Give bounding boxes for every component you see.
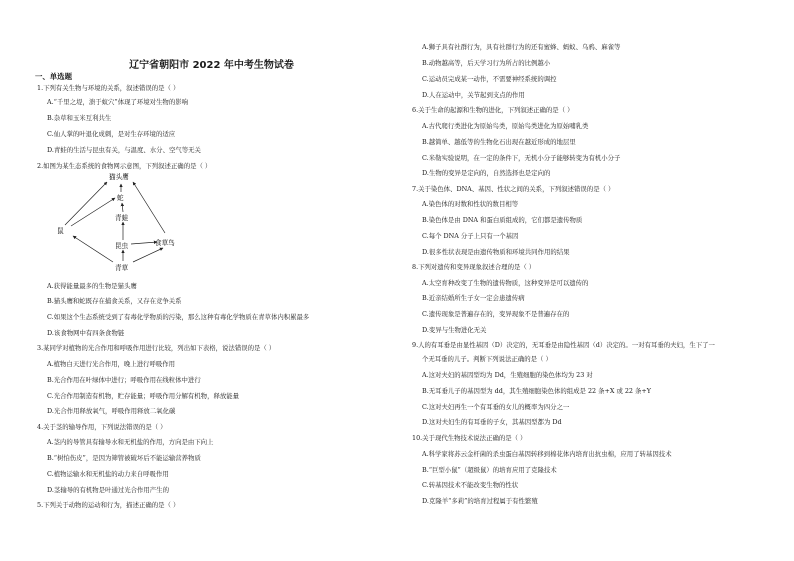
question-stem: 10.关于现代生物技术说法正确的是（ ）	[412, 434, 527, 442]
answer-option: C.米勒实验说明，在一定的条件下，无机小分子能够转变为有机小分子	[422, 154, 621, 162]
answer-option: B.光合作用在叶绿体中进行；呼吸作用在线粒体中进行	[47, 376, 201, 384]
arrow-bird-owl	[133, 182, 165, 233]
node-owl: 猫头鹰	[109, 173, 129, 181]
answer-option: B.近亲结婚所生子女一定会患遗传病	[422, 294, 525, 302]
question-stem: 3.某同学对植物的光合作用和呼吸作用进行比较，列出如下表格，说法错误的是（ ）	[37, 344, 276, 352]
answer-option: C.遗传现象是普遍存在的，变异现象不是普遍存在的	[422, 310, 570, 318]
answer-option: D.很多性状表现是由遗传物质和环境共同作用的结果	[422, 248, 570, 256]
answer-option: D.这对夫妇生的有耳垂的子女，其基因型都为 Dd	[422, 418, 562, 426]
arrow-frog-snake	[122, 203, 123, 212]
section-heading: 一、单选题	[35, 72, 72, 81]
answer-option: C.如果这个生态系统受到了有毒化学物质的污染，那么这种有毒化学物质在青草体内积累最多	[47, 313, 310, 321]
arrow-mouse-owl	[65, 182, 107, 225]
answer-option: C.这对夫妇再生一个有耳垂的女儿的概率为四分之一	[422, 403, 570, 411]
answer-option: A.植物白天进行光合作用，晚上进行呼吸作用	[47, 360, 176, 368]
node-grass: 青草	[115, 264, 129, 272]
answer-option: A.染色体的对数和性状的数目相等	[422, 200, 519, 208]
answer-option: B.杂草和玉米互利共生	[47, 114, 112, 122]
answer-option: A.科学家将苏云金杆菌的杀虫蛋白基因转移到棉花体内培育出抗虫棉，应用了转基因技术	[422, 450, 672, 458]
question-stem: 9.人的有耳垂是由显性基因（D）决定的，无耳垂是由隐性基因（d）决定的。一对有耳垂的夫妇，生下了一	[412, 341, 715, 349]
answer-option: B.无耳垂儿子的基因型为 dd，其生殖细胞染色体的组成是 22 条+X 或 22 条+Y	[422, 387, 651, 395]
answer-option: C.每个 DNA 分子上只有一个基因	[422, 232, 519, 240]
answer-option: B.“巨型小鼠”（超级鼠）的培育应用了克隆技术	[422, 466, 557, 474]
answer-option: D.人在运动中，关节起到支点的作用	[422, 91, 525, 99]
question-stem: 8.下列对遗传和变异现象叙述合理的是（ ）	[412, 263, 536, 271]
answer-option: B.猫头鹰和蛇既存在捕食关系，又存在竞争关系	[47, 297, 182, 305]
node-mouse: 鼠	[57, 227, 64, 235]
answer-option: D.该食物网中有四条食物链	[47, 329, 125, 337]
answer-option: B.染色体是由 DNA 和蛋白质组成的，它们都是遗传物质	[422, 216, 583, 224]
answer-option: B.越简单、越低等的生物化石出现在越近形成的地层里	[422, 138, 576, 146]
node-frog: 青蛙	[115, 214, 129, 222]
answer-option: D.青蛙的生活与昆虫有关，与温度、水分、空气等无关	[47, 146, 201, 154]
answer-option: A.“千里之堤，溃于蚁穴”体现了环境对生物的影响	[47, 98, 188, 106]
node-snake: 蛇	[117, 194, 124, 202]
node-bird: 食草鸟	[155, 239, 175, 247]
answer-option: B.动物越高等，后天学习行为所占的比例越小	[422, 59, 551, 67]
answer-option: D.茎输导的有机物是叶通过光合作用产生的	[47, 486, 169, 494]
question-stem: 6.关于生命的起源和生物的进化，下列叙述正确的是（ ）	[412, 106, 574, 114]
answer-option: D.变异与生物进化无关	[422, 326, 487, 334]
answer-option: A.狮子具有社群行为，具有社群行为的还有蜜蜂、蚂蚁、乌鸦、麻雀等	[422, 43, 621, 51]
question-stem: 4.关于茎的输导作用，下列说法错误的是（ ）	[37, 423, 167, 431]
answer-option: C.光合作用制造有机物，贮存能量；呼吸作用分解有机物，释放能量	[47, 392, 240, 400]
food-web-diagram	[43, 170, 193, 276]
answer-option: B.“树怕伤皮”，是因为筛管被破坏后不能运输营养物质	[47, 454, 201, 462]
answer-option: D.克隆羊“多莉”的培育过程属于有性繁殖	[422, 497, 538, 505]
question-stem: 5.下列关于动物的运动和行为，描述正确的是（ ）	[37, 501, 180, 509]
answer-option: A.获得能量最多的生物是猫头鹰	[47, 282, 137, 290]
page-title: 辽宁省朝阳市 2022 年中考生物试卷	[129, 60, 294, 71]
answer-option: A.古代爬行类进化为原始鸟类，原始鸟类进化为原始哺乳类	[422, 122, 589, 130]
answer-option: D.光合作用释放氧气，呼吸作用释放二氧化碳	[47, 407, 176, 415]
answer-option: C.仙人掌的叶退化成刺，是对生存环境的适应	[47, 130, 176, 138]
answer-option: A.太空育种改变了生物的遗传物质，这种变异是可以遗传的	[422, 279, 589, 287]
food-web-arrows	[65, 182, 165, 262]
arrow-grass-bird	[133, 248, 163, 262]
answer-option: A.茎内的导管具有输导水和无机盐的作用，方向是由下向上	[47, 438, 214, 446]
arrow-grass-mouse	[73, 236, 113, 262]
question-stem: 2.如图为某生态系统的食物网示意图，下列叙述正确的是（ ）	[37, 162, 212, 170]
question-stem: 1.下列有关生物与环境的关系，叙述错误的是（ ）	[37, 84, 180, 92]
node-insect: 昆虫	[115, 242, 129, 250]
question-stem-continued: 个无耳垂的儿子。判断下列说法正确的是（ ）	[422, 355, 552, 363]
answer-option: D.生物的变异是定向的，自然选择也是定向的	[422, 169, 551, 177]
answer-option: C.运动员完成某一动作，不需要神经系统的调控	[422, 75, 557, 83]
answer-option: C.转基因技术不能改变生物的性状	[422, 481, 519, 489]
question-stem: 7.关于染色体、DNA、基因、性状之间的关系，下列叙述错误的是（ ）	[412, 185, 615, 193]
answer-option: A.这对夫妇的基因型均为 Dd，生殖细胞的染色体均为 23 对	[422, 371, 593, 379]
arrow-insect-bird	[131, 242, 157, 244]
answer-option: C.植物运输水和无机盐的动力来自呼吸作用	[47, 470, 169, 478]
